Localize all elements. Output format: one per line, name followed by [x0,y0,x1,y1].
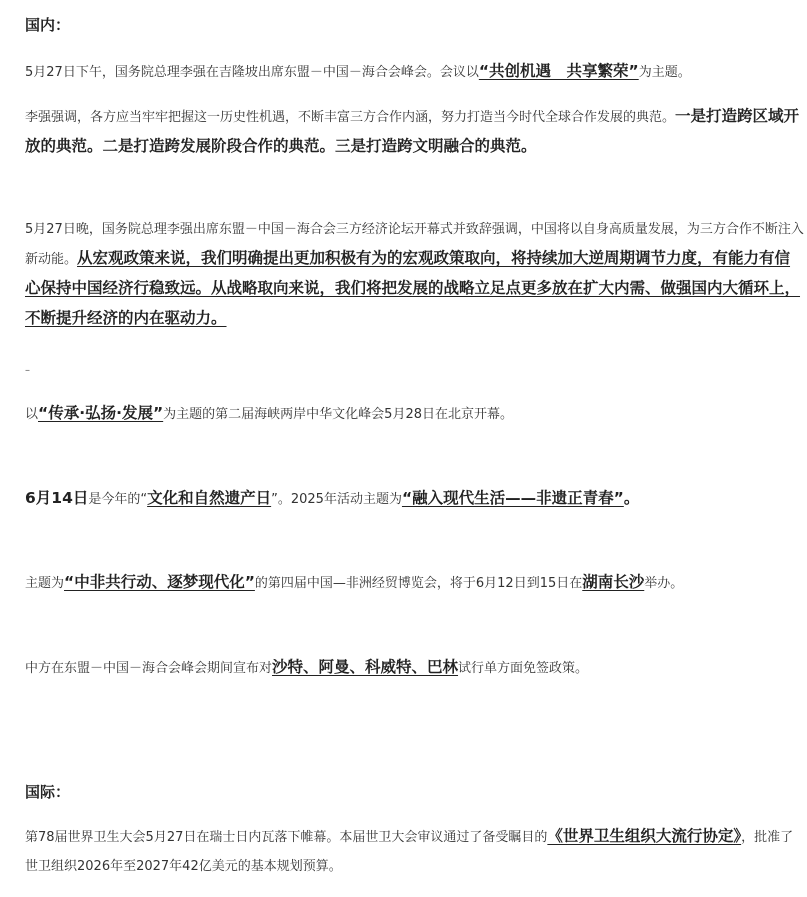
separator-dash: – [25,365,30,376]
text: 主题为 [25,576,65,591]
paragraph-summit-theme [25,57,805,87]
text: 为主题。 [638,65,691,80]
heritage-day-emphasis: 文化和自然遗产日 [147,489,272,507]
theme-emphasis: “传承·弘扬·发展” [38,404,164,422]
three-models-emphasis: 一是打造跨区域开放的典范。二是打造跨发展阶段合作的典范。三是打造跨文明融合的典范。 [25,107,800,155]
date-emphasis: 6月14日 [25,489,89,507]
text: 。 [623,489,640,507]
agreement-emphasis: 《世界卫生组织大流行协定》 [547,827,742,845]
text: 的第四届中国—非洲经贸博览会，将于6月12日到15日在 [254,576,583,591]
theme-emphasis: “共创机遇 共享繁荣” [478,62,639,80]
text: 5月27日晚，国务院总理李强出席东盟－中国－海合会三方经济论坛开幕式并致辞强调，中国将以自身高质量发展，为三方合作不断注入新动能。 [25,222,804,267]
text: 是今年的“ [88,492,148,507]
domestic-heading: 国内： [25,16,71,34]
paragraph-heritage-day [25,484,805,514]
text: 为主题的第二届海峡两岸中华文化峰会5月28日在北京开幕。 [163,407,513,422]
paragraph-china-africa-expo [25,568,805,598]
policy-emphasis: 从宏观政策来说，我们明确提出更加积极有为的宏观政策取向，将持续加大逆周期调节力度，有能力有信心保持中国经济行稳致远。从战略取向来说，我们将把发展的战略立足点更多放在扩大内需、做强国内大循环上，不断提升经济的内在驱动力。 [25,249,801,327]
text: 李强强调，各方应当牢牢把握这一历史性机遇，不断丰富三方合作内涵，努力打造当今时代全球合作发展的典范。 [25,110,676,125]
paragraph-cross-strait-summit [25,399,805,429]
theme-emphasis: “融入现代生活——非遗正青春” [401,489,624,507]
paragraph-economic-forum [25,215,805,334]
international-heading: 国际： [25,783,71,801]
countries-emphasis: 沙特、阿曼、科威特、巴林 [272,658,459,676]
text: 举办。 [644,576,684,591]
text: 试行单方面免签政策。 [458,661,589,676]
text: ”。2025年活动主题为 [271,492,402,507]
text: 第78届世界卫生大会5月27日在瑞士日内瓦落下帷幕。本届世卫大会审议通过了备受瞩目的 [25,830,548,845]
theme-emphasis: “中非共行动、逐梦现代化” [64,573,255,591]
paragraph-world-health-assembly [25,822,805,881]
text: 中方在东盟－中国－海合会峰会期间宣布对 [25,661,273,676]
text: 5月27日下午，国务院总理李强在吉隆坡出席东盟－中国－海合会峰会。会议以 [25,65,479,80]
text: 以 [25,407,39,422]
text: ，批准了世卫组织2026年至2027年42亿美元的基本规划预算。 [25,830,794,874]
paragraph-li-qiang-remarks [25,102,805,162]
location-emphasis: 湖南长沙 [582,573,645,591]
paragraph-visa-free [25,653,805,683]
